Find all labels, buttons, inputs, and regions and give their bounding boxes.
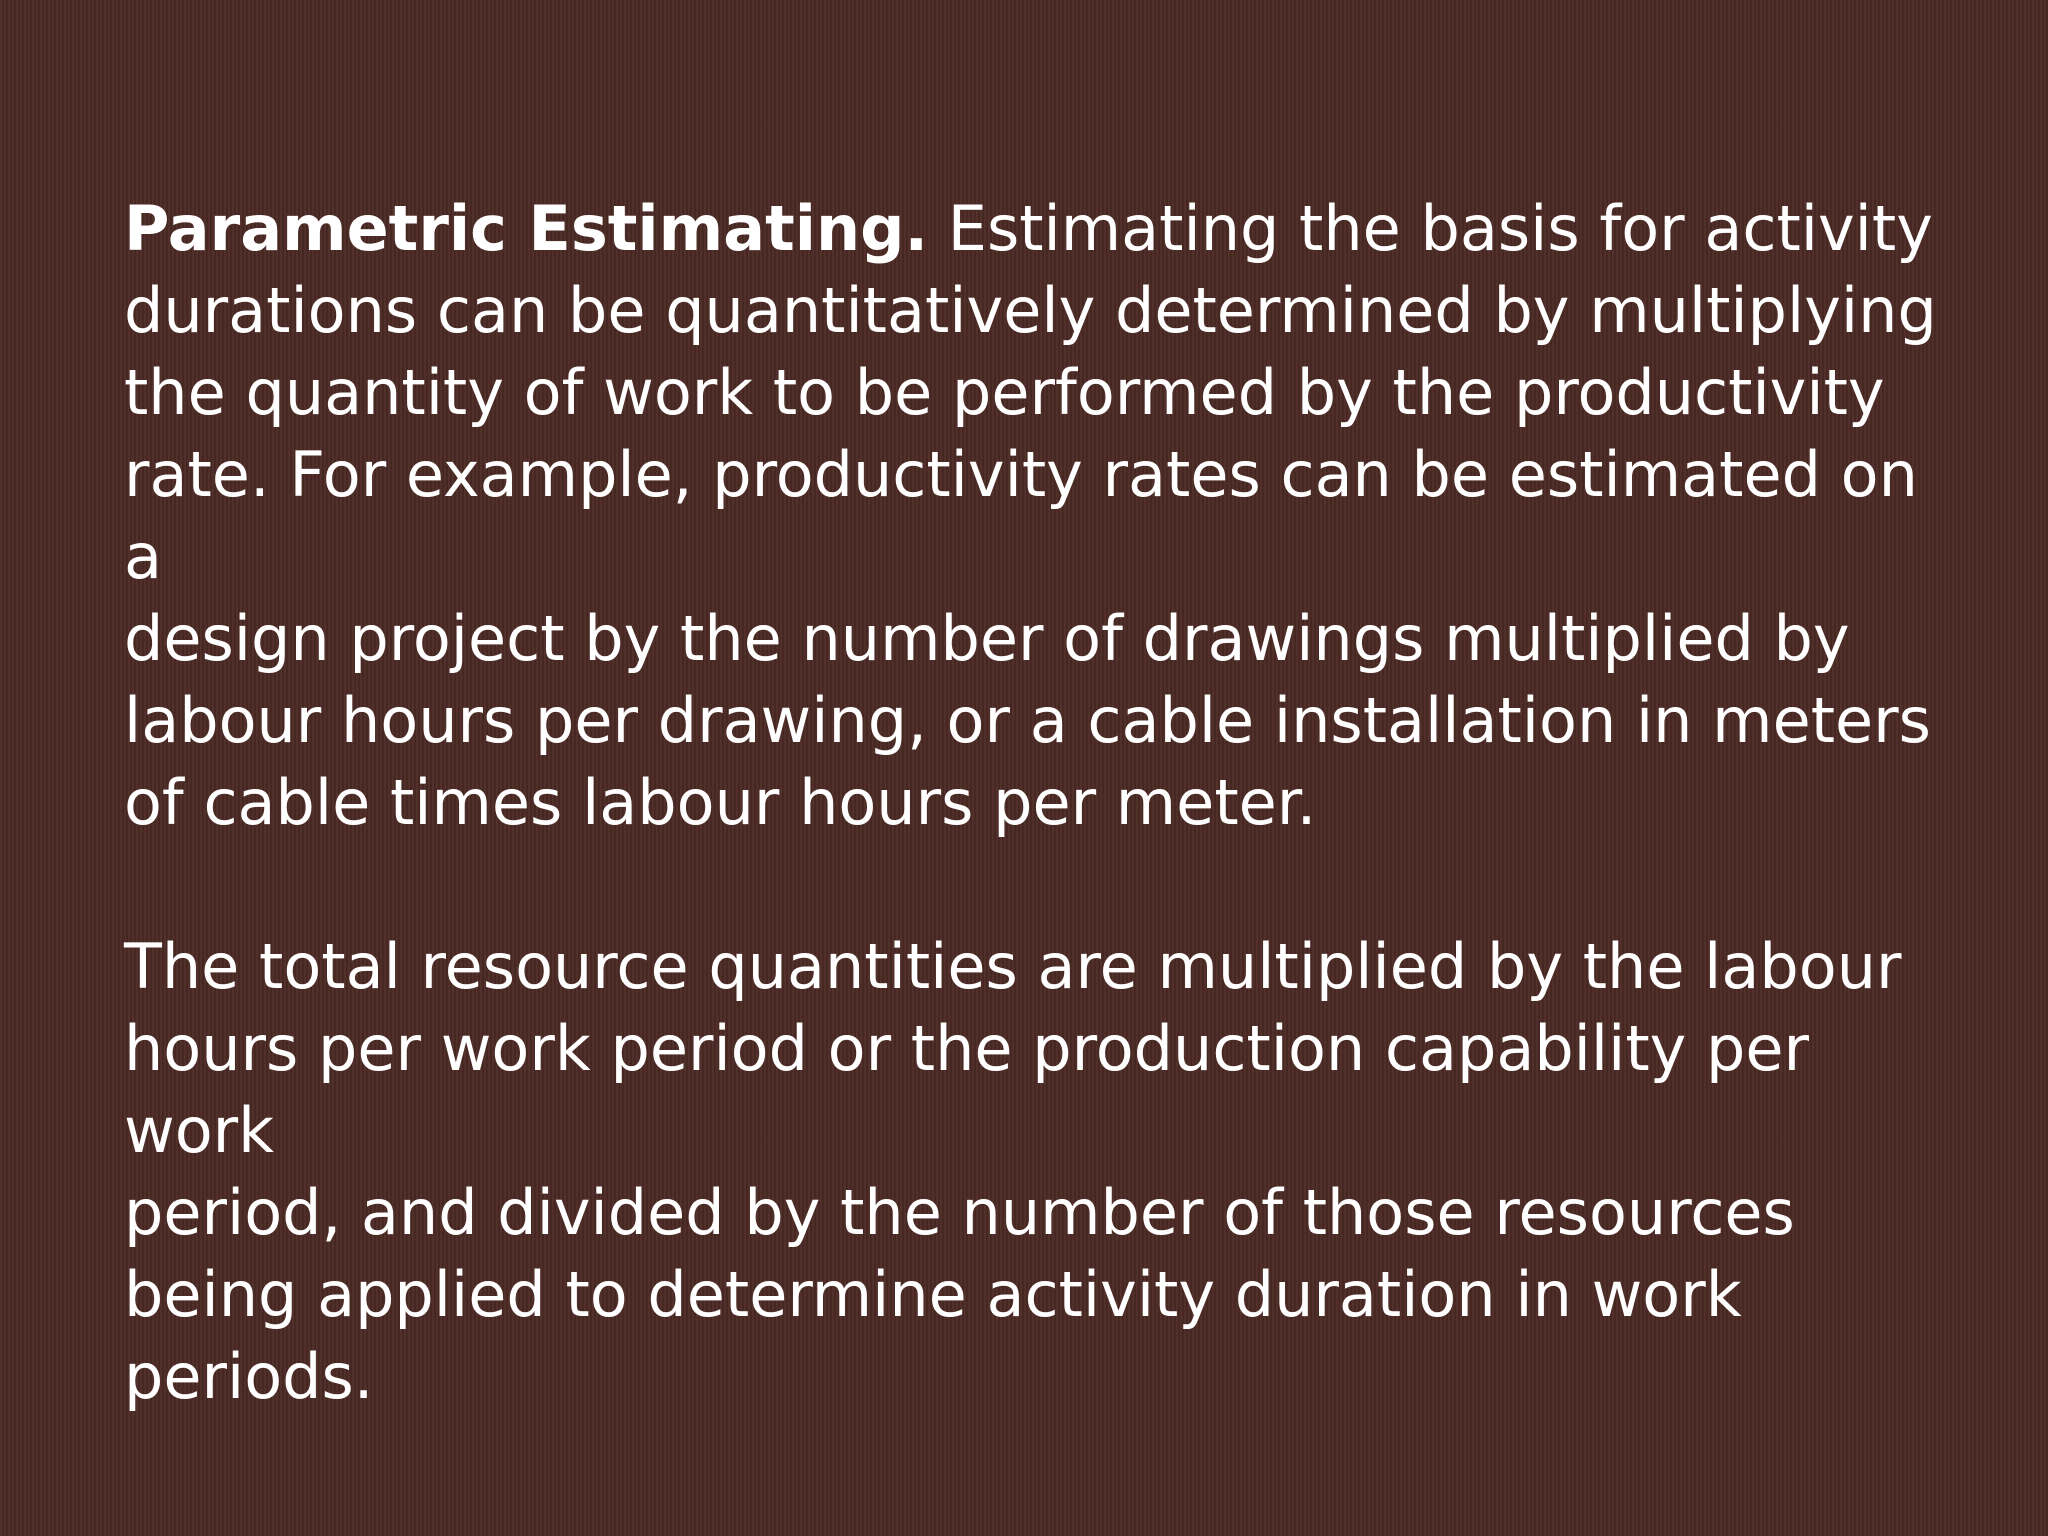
line: hours per work period or the production capability per work (124, 1012, 1810, 1167)
paragraph-resource-quantities (124, 926, 1948, 1418)
slide-body (124, 188, 1948, 1418)
line: labour hours per drawing, or a cable installation in meters (124, 684, 1931, 757)
line: periods. (124, 1340, 374, 1413)
line: rate. For example, productivity rates can be estimated on a (124, 438, 1918, 593)
line: The total resource quantities are multiplied by the labour (124, 930, 1902, 1003)
lead-term: Parametric Estimating. (124, 192, 929, 265)
line: Parametric Estimating. Estimating the basis for activity (124, 192, 1933, 265)
line: durations can be quantitatively determined by multiplying (124, 274, 1937, 347)
paragraph-parametric-estimating (124, 188, 1948, 844)
line: period, and divided by the number of those resources (124, 1176, 1795, 1249)
line: of cable times labour hours per meter. (124, 766, 1317, 839)
line: design project by the number of drawings multiplied by (124, 602, 1850, 675)
line: the quantity of work to be performed by the productivity (124, 356, 1885, 429)
line: being applied to determine activity duration in work (124, 1258, 1742, 1331)
